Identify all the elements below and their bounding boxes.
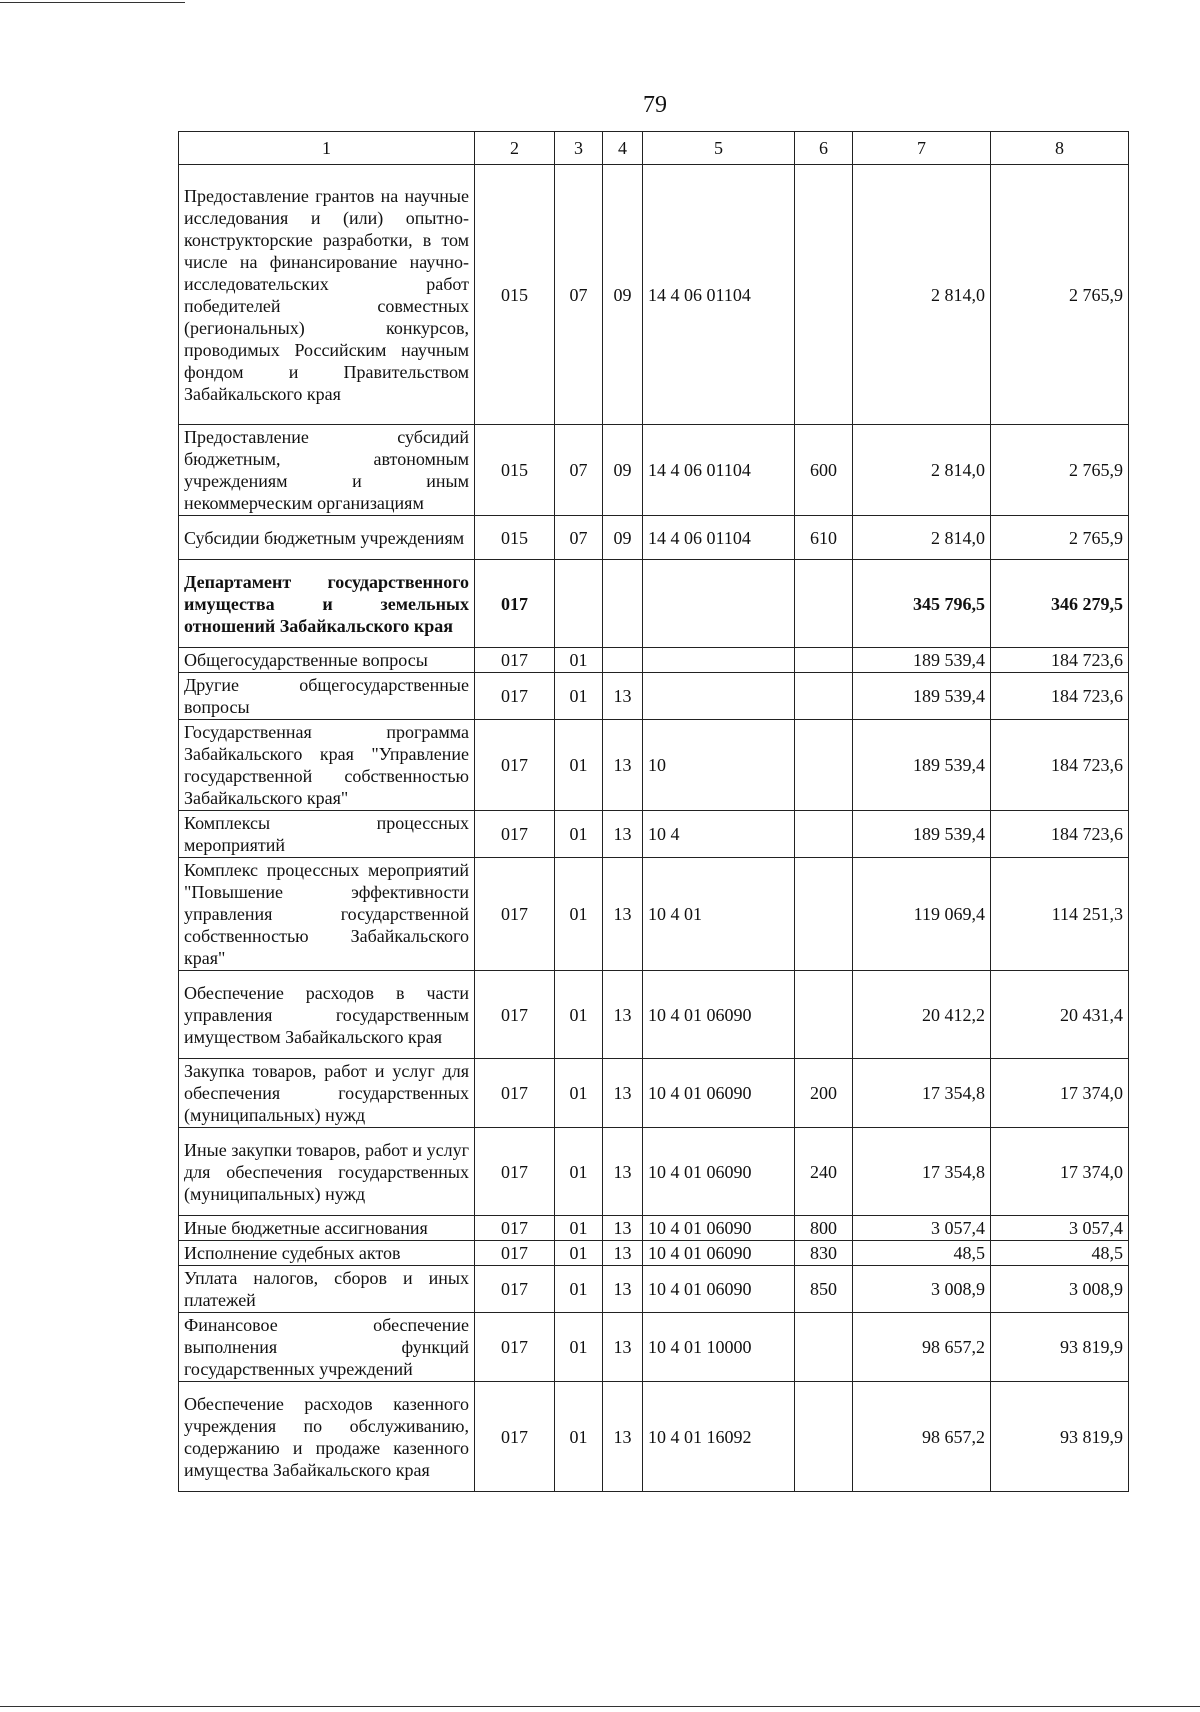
row-amount-year1: 20 412,2 xyxy=(853,971,991,1059)
row-section-code: 01 xyxy=(555,811,603,858)
row-amount-year2: 48,5 xyxy=(991,1241,1129,1266)
row-expense-type: 240 xyxy=(795,1128,853,1216)
row-amount-year1: 2 814,0 xyxy=(853,425,991,516)
row-name-cell: Другие общегосударственные вопросы xyxy=(179,673,475,720)
row-name-cell: Субсидии бюджетным учреждениям xyxy=(179,516,475,560)
row-section-code: 07 xyxy=(555,165,603,425)
row-target-article: 14 4 06 01104 xyxy=(643,425,795,516)
table-row xyxy=(179,1059,1129,1128)
row-subsection-code xyxy=(603,560,643,648)
row-amount-year1: 189 539,4 xyxy=(853,720,991,811)
row-target-article xyxy=(643,560,795,648)
row-expense-type: 200 xyxy=(795,1059,853,1128)
row-ministry-code: 017 xyxy=(475,971,555,1059)
row-amount-year2: 93 819,9 xyxy=(991,1382,1129,1492)
row-amount-year2: 17 374,0 xyxy=(991,1059,1129,1128)
row-expense-type: 850 xyxy=(795,1266,853,1313)
row-section-code: 07 xyxy=(555,516,603,560)
row-ministry-code: 017 xyxy=(475,811,555,858)
row-ministry-code: 017 xyxy=(475,1216,555,1241)
row-expense-type xyxy=(795,673,853,720)
row-amount-year1: 98 657,2 xyxy=(853,1313,991,1382)
row-subsection-code: 13 xyxy=(603,1059,643,1128)
row-section-code: 01 xyxy=(555,1313,603,1382)
header-cell: 3 xyxy=(555,132,603,165)
table-row xyxy=(179,165,1129,425)
row-subsection-code: 13 xyxy=(603,971,643,1059)
row-amount-year2: 2 765,9 xyxy=(991,516,1129,560)
row-section-code: 01 xyxy=(555,858,603,971)
table-row xyxy=(179,720,1129,811)
row-name-cell: Комплексы процессных мероприятий xyxy=(179,811,475,858)
row-ministry-code: 017 xyxy=(475,1382,555,1492)
row-ministry-code: 015 xyxy=(475,425,555,516)
table-row xyxy=(179,425,1129,516)
row-name-cell: Предоставление субсидий бюджетным, автономным учреждениям и иным некоммерческим организациям xyxy=(179,425,475,516)
row-subsection-code: 09 xyxy=(603,516,643,560)
row-amount-year1: 189 539,4 xyxy=(853,811,991,858)
row-subsection-code: 09 xyxy=(603,425,643,516)
row-amount-year2: 2 765,9 xyxy=(991,165,1129,425)
row-amount-year1: 3 057,4 xyxy=(853,1216,991,1241)
row-target-article: 10 4 01 06090 xyxy=(643,971,795,1059)
row-expense-type: 610 xyxy=(795,516,853,560)
row-expense-type xyxy=(795,971,853,1059)
row-ministry-code: 017 xyxy=(475,1059,555,1128)
table-row xyxy=(179,560,1129,648)
row-target-article: 10 4 01 06090 xyxy=(643,1266,795,1313)
row-subsection-code: 13 xyxy=(603,1266,643,1313)
row-name-cell: Иные закупки товаров, работ и услуг для обеспечения государственных (муниципальных) нужд xyxy=(179,1128,475,1216)
row-subsection-code: 13 xyxy=(603,1241,643,1266)
table-row xyxy=(179,1241,1129,1266)
table-row xyxy=(179,1128,1129,1216)
row-target-article: 10 4 01 10000 xyxy=(643,1313,795,1382)
row-amount-year2: 184 723,6 xyxy=(991,811,1129,858)
row-amount-year2: 346 279,5 xyxy=(991,560,1129,648)
row-amount-year1: 119 069,4 xyxy=(853,858,991,971)
header-cell: 2 xyxy=(475,132,555,165)
row-amount-year1: 98 657,2 xyxy=(853,1382,991,1492)
row-section-code: 01 xyxy=(555,720,603,811)
row-ministry-code: 017 xyxy=(475,858,555,971)
row-ministry-code: 015 xyxy=(475,165,555,425)
table-row xyxy=(179,648,1129,673)
row-subsection-code: 13 xyxy=(603,720,643,811)
row-name-cell: Закупка товаров, работ и услуг для обеспечения государственных (муниципальных) нужд xyxy=(179,1059,475,1128)
row-section-code: 01 xyxy=(555,1128,603,1216)
row-amount-year2: 184 723,6 xyxy=(991,673,1129,720)
row-amount-year1: 17 354,8 xyxy=(853,1059,991,1128)
row-name-cell: Общегосударственные вопросы xyxy=(179,648,475,673)
header-cell: 8 xyxy=(991,132,1129,165)
row-name-cell: Обеспечение расходов в части управления государственным имуществом Забайкальского края xyxy=(179,971,475,1059)
row-expense-type xyxy=(795,648,853,673)
row-name-cell: Исполнение судебных актов xyxy=(179,1241,475,1266)
row-ministry-code: 017 xyxy=(475,560,555,648)
row-subsection-code: 13 xyxy=(603,1313,643,1382)
table-row xyxy=(179,1266,1129,1313)
row-amount-year2: 114 251,3 xyxy=(991,858,1129,971)
row-amount-year1: 189 539,4 xyxy=(853,673,991,720)
table-row xyxy=(179,673,1129,720)
row-target-article xyxy=(643,673,795,720)
header-row xyxy=(179,132,1129,165)
row-amount-year2: 3 057,4 xyxy=(991,1216,1129,1241)
row-name-cell: Предоставление грантов на научные исследования и (или) опытно-конструкторские разработки, в том числе на финансирование научно-исследовательских работ победителей совместных (региональных) конкурсов, проводимых Российским научным фондом и Правительством Забайкальского края xyxy=(179,165,475,425)
row-amount-year1: 2 814,0 xyxy=(853,165,991,425)
row-subsection-code: 13 xyxy=(603,811,643,858)
table-row xyxy=(179,971,1129,1059)
row-amount-year2: 184 723,6 xyxy=(991,720,1129,811)
row-name-cell: Иные бюджетные ассигнования xyxy=(179,1216,475,1241)
table-row xyxy=(179,811,1129,858)
row-expense-type: 830 xyxy=(795,1241,853,1266)
row-ministry-code: 017 xyxy=(475,1128,555,1216)
row-target-article: 10 4 01 xyxy=(643,858,795,971)
table-row xyxy=(179,516,1129,560)
row-subsection-code: 09 xyxy=(603,165,643,425)
row-expense-type xyxy=(795,858,853,971)
header-cell: 6 xyxy=(795,132,853,165)
table-row xyxy=(179,1216,1129,1241)
row-target-article: 10 4 01 06090 xyxy=(643,1059,795,1128)
row-amount-year2: 184 723,6 xyxy=(991,648,1129,673)
row-expense-type xyxy=(795,811,853,858)
row-target-article: 10 4 01 06090 xyxy=(643,1128,795,1216)
row-subsection-code: 13 xyxy=(603,858,643,971)
row-section-code: 01 xyxy=(555,1266,603,1313)
row-expense-type xyxy=(795,165,853,425)
row-ministry-code: 017 xyxy=(475,1266,555,1313)
row-name-cell: Департамент государственного имущества и земельных отношений Забайкальского края xyxy=(179,560,475,648)
row-amount-year1: 189 539,4 xyxy=(853,648,991,673)
row-section-code: 01 xyxy=(555,1059,603,1128)
row-amount-year1: 48,5 xyxy=(853,1241,991,1266)
row-section-code: 01 xyxy=(555,971,603,1059)
row-target-article: 14 4 06 01104 xyxy=(643,516,795,560)
row-ministry-code: 017 xyxy=(475,673,555,720)
row-name-cell: Комплекс процессных мероприятий "Повышение эффективности управления государственной собственностью Забайкальского края" xyxy=(179,858,475,971)
row-amount-year1: 2 814,0 xyxy=(853,516,991,560)
row-expense-type: 800 xyxy=(795,1216,853,1241)
header-cell: 4 xyxy=(603,132,643,165)
row-name-cell: Обеспечение расходов казенного учреждения по обслуживанию, содержанию и продаже казенного имущества Забайкальского края xyxy=(179,1382,475,1492)
row-amount-year2: 17 374,0 xyxy=(991,1128,1129,1216)
row-amount-year1: 345 796,5 xyxy=(853,560,991,648)
row-subsection-code: 13 xyxy=(603,1128,643,1216)
row-expense-type xyxy=(795,720,853,811)
row-expense-type xyxy=(795,1382,853,1492)
page-number: 79 xyxy=(643,92,667,118)
row-expense-type: 600 xyxy=(795,425,853,516)
row-name-cell: Финансовое обеспечение выполнения функций государственных учреждений xyxy=(179,1313,475,1382)
row-amount-year1: 17 354,8 xyxy=(853,1128,991,1216)
row-target-article: 10 4 01 16092 xyxy=(643,1382,795,1492)
row-amount-year1: 3 008,9 xyxy=(853,1266,991,1313)
row-section-code xyxy=(555,560,603,648)
row-section-code: 01 xyxy=(555,1382,603,1492)
row-ministry-code: 017 xyxy=(475,720,555,811)
row-target-article: 10 4 01 06090 xyxy=(643,1216,795,1241)
table-body xyxy=(179,165,1129,1492)
row-amount-year2: 93 819,9 xyxy=(991,1313,1129,1382)
row-name-cell: Уплата налогов, сборов и иных платежей xyxy=(179,1266,475,1313)
row-name-cell: Государственная программа Забайкальского края "Управление государственной собственностью Забайкальского края" xyxy=(179,720,475,811)
row-ministry-code: 017 xyxy=(475,648,555,673)
header-cell: 1 xyxy=(179,132,475,165)
row-section-code: 01 xyxy=(555,648,603,673)
row-amount-year2: 20 431,4 xyxy=(991,971,1129,1059)
header-cell: 5 xyxy=(643,132,795,165)
row-amount-year2: 3 008,9 xyxy=(991,1266,1129,1313)
row-subsection-code: 13 xyxy=(603,1382,643,1492)
row-section-code: 01 xyxy=(555,1241,603,1266)
row-subsection-code: 13 xyxy=(603,1216,643,1241)
row-target-article: 14 4 06 01104 xyxy=(643,165,795,425)
row-subsection-code xyxy=(603,648,643,673)
row-expense-type xyxy=(795,560,853,648)
table-row xyxy=(179,1313,1129,1382)
row-target-article: 10 xyxy=(643,720,795,811)
row-section-code: 01 xyxy=(555,673,603,720)
row-section-code: 07 xyxy=(555,425,603,516)
row-section-code: 01 xyxy=(555,1216,603,1241)
row-expense-type xyxy=(795,1313,853,1382)
header-cell: 7 xyxy=(853,132,991,165)
scan-edge-line xyxy=(0,2,185,3)
row-target-article xyxy=(643,648,795,673)
budget-table xyxy=(178,131,1129,1492)
table-row xyxy=(179,1382,1129,1492)
row-subsection-code: 13 xyxy=(603,673,643,720)
row-target-article: 10 4 xyxy=(643,811,795,858)
row-ministry-code: 017 xyxy=(475,1241,555,1266)
row-ministry-code: 017 xyxy=(475,1313,555,1382)
row-amount-year2: 2 765,9 xyxy=(991,425,1129,516)
scan-edge-line xyxy=(0,1706,1200,1707)
row-target-article: 10 4 01 06090 xyxy=(643,1241,795,1266)
row-ministry-code: 015 xyxy=(475,516,555,560)
table-row xyxy=(179,858,1129,971)
